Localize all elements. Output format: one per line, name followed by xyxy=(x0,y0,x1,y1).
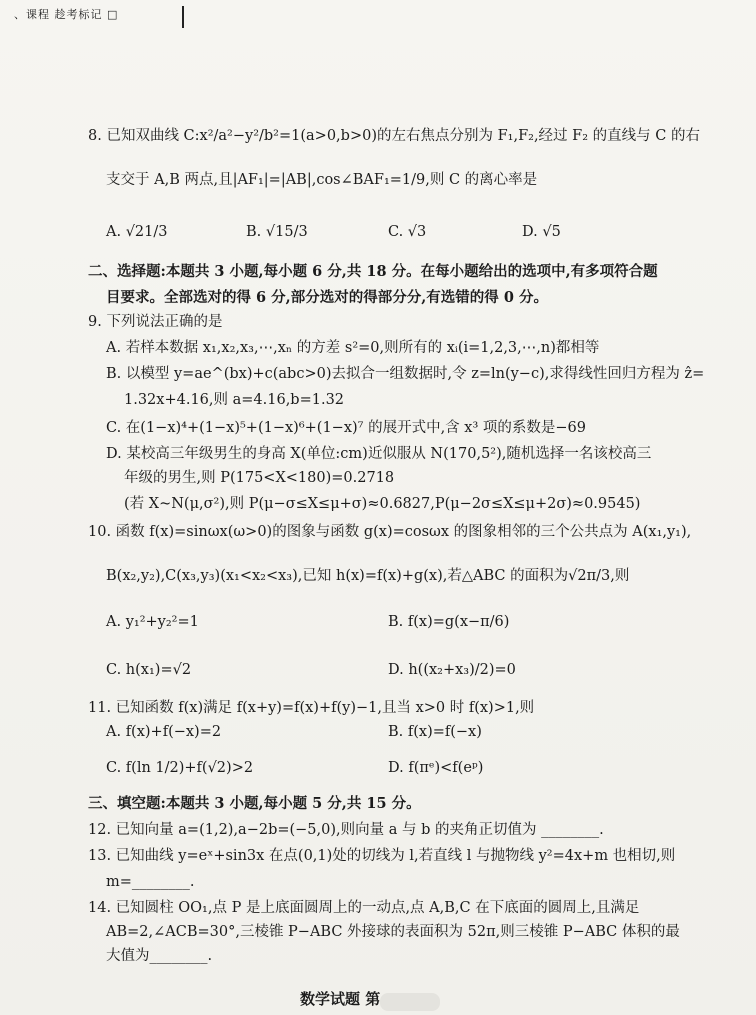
section2-line2: 目要求。全部选对的得 6 分,部分选对的得部分分,有选错的得 0 分。 xyxy=(106,289,548,306)
section3-line1: 三、填空题:本题共 3 小题,每小题 5 分,共 15 分。 xyxy=(88,795,421,812)
q13-line2: m=________. xyxy=(106,874,195,890)
header-divider xyxy=(182,6,184,28)
q11-option-c: C. f(ln 1/2)+f(√2)>2 xyxy=(106,760,254,776)
q9-option-a: A. 若样本数据 x₁,x₂,x₃,⋯,xₙ 的方差 s²=0,则所有的 xᵢ(i=1,2,3,⋯,n)都相等 xyxy=(106,340,600,356)
header-text: 、课程 趁考标记 □ xyxy=(14,8,119,21)
q9-option-c: C. 在(1−x)⁴+(1−x)⁵+(1−x)⁶+(1−x)⁷ 的展开式中,含 x³ 项的系数是−69 xyxy=(106,420,586,436)
q10-option-a: A. y₁²+y₂²=1 xyxy=(106,614,199,630)
q9-option-b-line1: B. 以模型 y=ae^(bx)+c(abc>0)去拟合一组数据时,令 z=ln(y−c),求得线性回归方程为 ẑ= xyxy=(106,366,705,382)
q10-option-c: C. h(x₁)=√2 xyxy=(106,662,192,678)
q9-option-b-line2: 1.32x+4.16,则 a=4.16,b=1.32 xyxy=(124,392,345,408)
footer-smudge xyxy=(380,993,440,1011)
q14-line3: 大值为________. xyxy=(106,948,213,964)
q11-line1: 11. 已知函数 f(x)满足 f(x+y)=f(x)+f(y)−1,且当 x>0 时 f(x)>1,则 xyxy=(88,700,535,716)
q9-stem: 9. 下列说法正确的是 xyxy=(88,314,223,330)
q12-line1: 12. 已知向量 a=(1,2),a−2b=(−5,0),则向量 a 与 b 的夹角正切值为 ________. xyxy=(88,822,604,838)
q8-line1: 8. 已知双曲线 C:x²/a²−y²/b²=1(a>0,b>0)的左右焦点分别为 F₁,F₂,经过 F₂ 的直线与 C 的右 xyxy=(88,128,700,144)
q11-option-d: D. f(πᵉ)<f(eᵖ) xyxy=(388,760,484,776)
q8-line2: 支交于 A,B 两点,且|AF₁|=|AB|,cos∠BAF₁=1/9,则 C 的离心率是 xyxy=(106,172,538,188)
q10-line1: 10. 函数 f(x)=sinωx(ω>0)的图象与函数 g(x)=cosωx 的图象相邻的三个公共点为 A(x₁,y₁), xyxy=(88,524,692,540)
section2-line1: 二、选择题:本题共 3 小题,每小题 6 分,共 18 分。在每小题给出的选项中,有多项符合题 xyxy=(88,263,658,280)
q14-line2: AB=2,∠ACB=30°,三棱锥 P−ABC 外接球的表面积为 52π,则三棱锥 P−ABC 体积的最 xyxy=(106,924,680,940)
q8-option-c: C. √3 xyxy=(388,224,427,240)
q9-option-d-line2: 年级的男生,则 P(175<X<180)=0.2718 xyxy=(124,470,395,486)
q11-option-b: B. f(x)=f(−x) xyxy=(388,724,482,740)
q8-option-a: A. √21/3 xyxy=(106,224,168,240)
q13-line1: 13. 已知曲线 y=eˣ+sin3x 在点(0,1)处的切线为 l,若直线 l 与抛物线 y²=4x+m 也相切,则 xyxy=(88,848,676,864)
q14-line1: 14. 已知圆柱 OO₁,点 P 是上底面圆周上的一动点,点 A,B,C 在下底面的圆周上,且满足 xyxy=(88,900,640,916)
q10-line2: B(x₂,y₂),C(x₃,y₃)(x₁<x₂<x₃),已知 h(x)=f(x)+g(x),若△ABC 的面积为√2π/3,则 xyxy=(106,568,630,584)
top-header xyxy=(14,6,118,28)
q9-option-d-line1: D. 某校高三年级男生的身高 X(单位:cm)近似服从 N(170,5²),随机选择一名该校高三 xyxy=(106,446,652,462)
q8-option-d: D. √5 xyxy=(522,224,561,240)
q10-option-d: D. h((x₂+x₃)/2)=0 xyxy=(388,662,516,678)
q10-option-b: B. f(x)=g(x−π/6) xyxy=(388,614,510,630)
q8-option-b: B. √15/3 xyxy=(246,224,308,240)
q9-option-d-line3: (若 X~N(μ,σ²),则 P(μ−σ≤X≤μ+σ)≈0.6827,P(μ−2σ≤X≤μ+2σ)≈0.9545) xyxy=(124,496,641,512)
page-footer: 数学试题 第 xyxy=(300,990,381,1008)
q11-option-a: A. f(x)+f(−x)=2 xyxy=(106,724,222,740)
